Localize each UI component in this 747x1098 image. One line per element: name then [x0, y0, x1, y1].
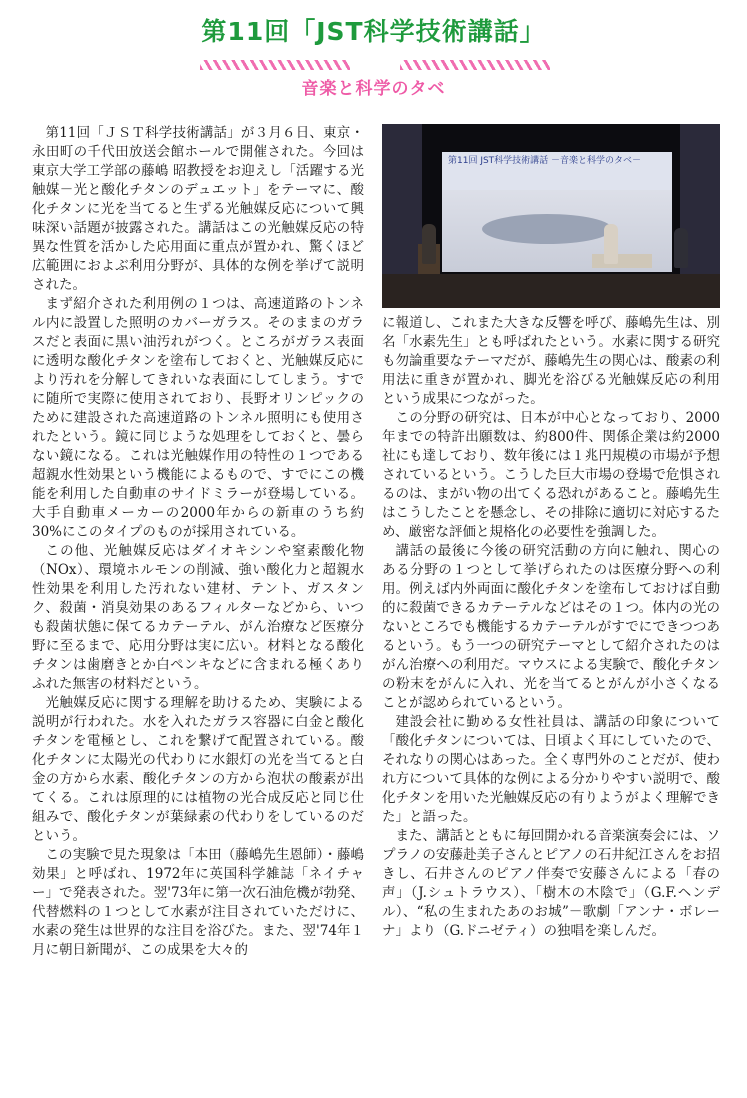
paragraph: また、講話とともに毎回開かれる音楽演奏会には、ソプラノの安藤赴美子さんとピアノの石井紀江さんをお招きし、石井さんのピアノ伴奏で安藤さんによる「春の声」（J.シュトラウス）、「樹木の木陰で」（G.F.ヘンデル）、“私の生まれたあのお城”－歌劇「アンナ・ボレーナ」より（G.ドニゼティ）の独唱を楽しんだ。 [382, 828, 720, 939]
paragraph: この他、光触媒反応はダイオキシンや窒素酸化物（NOx）、環境ホルモンの削減、強い酸化力と超親水性効果を利用した汚れない建材、テント、ガスタンク、殺菌・消臭効果のあるフィルターなどから、いつも殺菌状態に保てるカテーテル、がん治療など医療分野に至るまで、応用分野は実に広い。材料となる酸化チタンは歯磨きとか白ペンキなどに含まれる極くありふれた無害の材料だという。 [32, 543, 364, 692]
paragraph: この実験で見た現象は「本田（藤嶋先生恩師）・藤嶋効果」と呼ばれ、1972年に英国科学雑誌「ネイチャー」で発表された。翌'73年に第一次石油危機が勃発、代替燃料の１つとして水素が注目されていただけに、水素の発生は世界的な注目を浴びた。また、翌'74年１月に朝日新聞が、この成果を大々的 [32, 847, 364, 958]
event-photo [382, 124, 720, 308]
speaker-figure [422, 224, 436, 264]
paragraph: 第11回「ＪＳＴ科学技術講話」が３月６日、東京・永田町の千代田放送会館ホールで開催された。今回は東京大学工学部の藤嶋 昭教授をお迎えし「活躍する光触媒－光と酸化チタンのデュエット」をテーマに、酸化チタンに光を当てると生ずる光触媒反応について興味深い話題が披露された。講話はこの光触媒反応の特異な性質を活かした応用面に重点が置かれ、驚くほど広範囲におよぶ利用分野が、具体的な例を挙げて説明された。 [32, 125, 364, 293]
zigzag-decoration-right [400, 60, 550, 70]
curtain-left [382, 124, 422, 274]
article-right-column [382, 314, 720, 1084]
presenter-figure [604, 224, 618, 264]
screen-title: 第11回 JST科学技術講話 －音楽と科学のタベ－ [442, 152, 672, 190]
screen-image [482, 214, 612, 244]
paragraph: この分野の研究は、日本が中心となっており、2000年までの特許出願数は、約800件、関係企業は約2000社にも達しており、数年後には１兆円規模の市場が予想されているという。こうした巨大市場の登場で危惧されるのは、まがい物の出てくる恐れがあること。藤嶋先生はこうしたことを懸念し、その排除に適切に対応するため、厳密な評価と規格化の必要性を強調した。 [382, 410, 720, 540]
page-title: 第11回「JST科学技術講話」 [201, 17, 546, 46]
paragraph: 光触媒反応に関する理解を助けるため、実験による説明が行われた。水を入れたガラス容器に白金と酸化チタンを電極とし、これを繋げて配置されている。酸化チタンに太陽光の代わりに水銀灯の光を当てると白金の方から水素、酸化チタンの方から泡状の酸素が出てくる。これは原理的には植物の光合成反応と同じ仕組みで、酸化チタンが葉緑素の代わりをしているのだという。 [32, 695, 364, 844]
camera-operator-figure [674, 228, 688, 268]
paragraph: 建設会社に勤める女性社員は、講話の印象について「酸化チタンについては、日頃よく耳にしていたので、それなりの関心はあった。全く専門外のことだが、使われ方について具体的な例による分かりやすい説明で、酸化チタンを用いた光触媒反応の有りようがよく理解できた」と語った。 [382, 714, 720, 825]
paragraph: 講話の最後に今後の研究活動の方向に触れ、関心のある分野の１つとして挙げられたのは医療分野への利用。例えば内外両面に酸化チタンを塗布しておけば自動的に殺菌できるカテーテルなどはその１つ。体内の光のないところでも機能するカテーテルがすでにできつつあるという。もう一つの研究テーマとして紹介されたのはがん治療への利用だ。マウスによる実験で、酸化チタンの粉末をがんに入れ、光を当てるとがんが小さくなることが認められているという。 [382, 543, 720, 711]
stage-audience [382, 274, 720, 308]
paragraph: まず紹介された利用例の１つは、高速道路のトンネル内に設置した照明のカバーガラス。そのままのガラスだと表面に黒い油汚れがつく。ところがガラス表面に透明な酸化チタンを塗布しておくと、光触媒反応により汚れを分解してきれいな表面にしてしまう。すでに随所で実際に使用されており、長野オリンピックのために建設された高速道路のトンネル照明にも使用されたという。鏡に同じような処理をしておくと、曇らない鏡になる。これは光触媒作用の特性の１つである超親水性効果という機能によるもので、すでにこの機能を利用した自動車のサイドミラーが登場している。大手自動車メーカーの2000年からの新車のうち約30%にこのタイプのものが採用されている。 [32, 296, 364, 540]
zigzag-decoration-left [200, 60, 350, 70]
page-subtitle: 音楽と科学のタベ [301, 79, 446, 99]
article-left-column [32, 124, 364, 1084]
paragraph: に報道し、これまた大きな反響を呼び、藤嶋先生は、別名「水素先生」とも呼ばれたという。水素に関する研究も勿論重要なテーマだが、藤嶋先生の関心は、酸素の利用法に重きが置かれ、脚光を浴びる光触媒反応の利用という成果につながった。 [382, 315, 720, 407]
demo-table [592, 254, 652, 268]
